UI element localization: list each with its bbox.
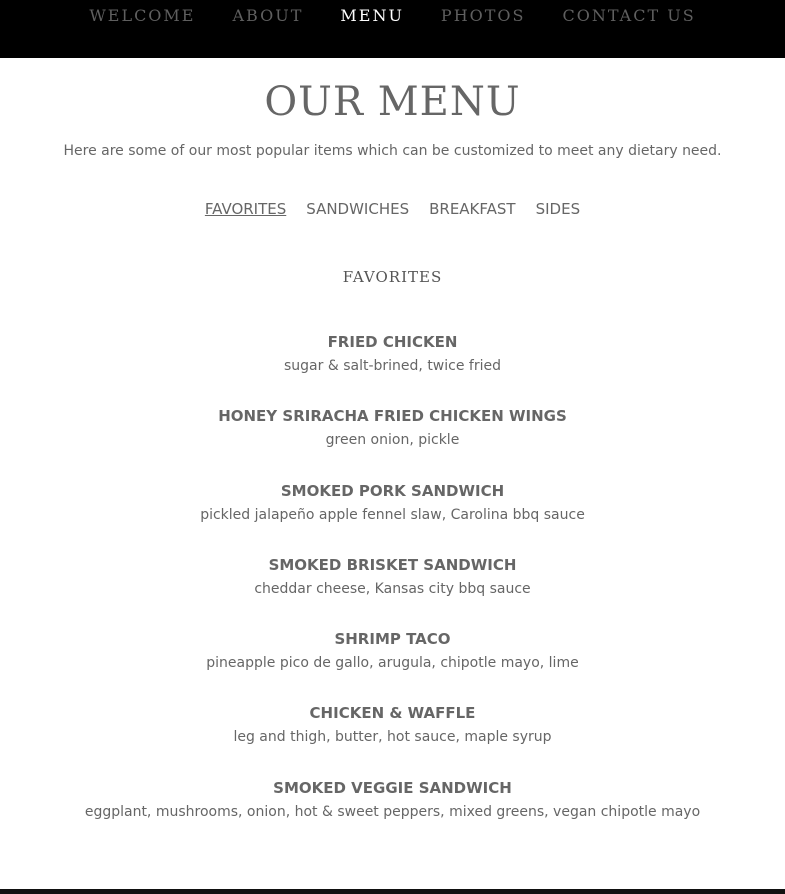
menu-item-name: SMOKED VEGGIE SANDWICH	[273, 778, 512, 797]
footer-bar	[0, 889, 785, 894]
menu-item-description: pickled jalapeño apple fennel slaw, Carolina bbq sauce	[200, 506, 585, 523]
menu-item-description: cheddar cheese, Kansas city bbq sauce	[254, 580, 531, 597]
menu-item	[0, 702, 785, 776]
nav-item-welcome[interactable]: WELCOME	[89, 6, 196, 25]
menu-category-tabs	[0, 199, 785, 219]
nav-item-photos[interactable]: PHOTOS	[440, 6, 526, 25]
menu-item-name: SMOKED BRISKET SANDWICH	[268, 555, 517, 574]
nav-item-menu[interactable]: MENU	[340, 6, 404, 25]
menu-item-name: FRIED CHICKEN	[327, 333, 458, 351]
nav-list	[0, 0, 785, 26]
menu-item-description: pineapple pico de gallo, arugula, chipotle mayo, lime	[206, 655, 579, 672]
menu-item-description: sugar & salt-brined, twice fried	[284, 358, 501, 374]
menu-item	[0, 480, 785, 554]
page-title: OUR MENU	[264, 79, 521, 125]
tab-sandwiches[interactable]: SANDWICHES	[306, 200, 410, 218]
menu-item	[0, 331, 785, 405]
menu-items-list	[0, 331, 785, 851]
menu-item-description: eggplant, mushrooms, onion, hot & sweet peppers, mixed greens, vegan chipotle mayo	[84, 803, 701, 820]
menu-item	[0, 554, 785, 628]
menu-item	[0, 628, 785, 702]
nav-item-contact-us[interactable]: CONTACT US	[562, 6, 696, 25]
menu-item-description: green onion, pickle	[325, 432, 460, 449]
menu-item	[0, 405, 785, 479]
nav-item-about[interactable]: ABOUT	[232, 6, 304, 25]
tab-favorites[interactable]: FAVORITES	[204, 200, 287, 218]
menu-item-description: leg and thigh, butter, hot sauce, maple syrup	[233, 729, 552, 746]
tab-sides[interactable]: SIDES	[535, 200, 581, 218]
tab-breakfast[interactable]: BREAKFAST	[429, 200, 516, 218]
section-heading: FAVORITES	[342, 268, 443, 286]
menu-item-name: SMOKED PORK SANDWICH	[280, 481, 505, 500]
menu-item-name: HONEY SRIRACHA FRIED CHICKEN WINGS	[218, 407, 567, 426]
page-subtitle: Here are some of our most popular items which can be customized to meet any dietary need.	[63, 143, 722, 159]
menu-item-name: SHRIMP TACO	[334, 630, 451, 649]
menu-item-name: CHICKEN & WAFFLE	[309, 704, 476, 723]
menu-item	[0, 777, 785, 851]
top-navigation	[0, 0, 785, 58]
